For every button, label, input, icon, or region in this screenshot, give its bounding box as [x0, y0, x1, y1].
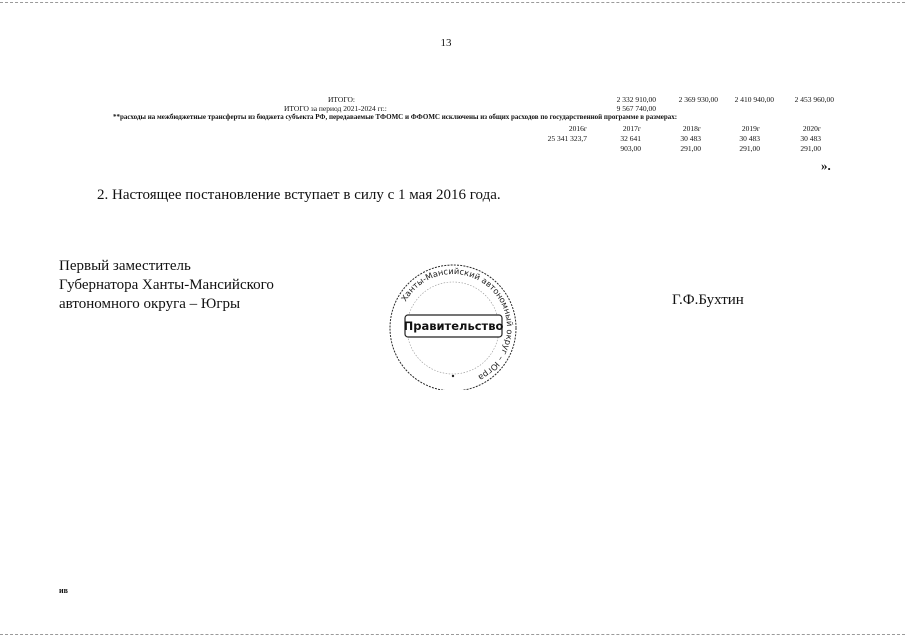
footnote-transfers: **расходы на межбюджетные трансферты из бюджета субъекта РФ, передаваемые ТФОМС и ФФОМС исключены из общих расходов по государственной программе в размерах: — [113, 113, 678, 121]
row2-2019: 291,00 — [739, 144, 760, 153]
row2-2017: 903,00 — [620, 144, 641, 153]
period-value: 9 567 740,00 — [616, 104, 656, 113]
page-number: 13 — [440, 37, 452, 49]
row2-2020: 291,00 — [800, 144, 821, 153]
row2-2018: 291,00 — [680, 144, 701, 153]
signer-block — [59, 257, 274, 314]
year-2016: 2016г — [568, 124, 587, 133]
seal-ring-text: Ханты-Мансийский автономный округ – Югра — [398, 265, 516, 384]
row1-2020: 30 483 — [800, 134, 821, 143]
row1-2018: 30 483 — [680, 134, 701, 143]
seal-center-text: Правительство — [403, 319, 504, 333]
signer-title-line-3: автономного округа – Югры — [59, 296, 241, 312]
closing-quote: ». — [821, 158, 831, 173]
year-2017: 2017г — [622, 124, 641, 133]
itogo-value-2: 2 369 930,00 — [678, 95, 718, 104]
period-label: ИТОГО за период 2021-2024 гг.: — [284, 104, 387, 113]
bottom-edge-line — [0, 634, 905, 635]
year-2020: 2020г — [802, 124, 821, 133]
signer-title-line-1: Первый заместитель — [59, 258, 191, 274]
itogo-value-3: 2 410 940,00 — [734, 95, 774, 104]
year-2018: 2018г — [682, 124, 701, 133]
row1-2019: 30 483 — [739, 134, 760, 143]
itogo-value-4: 2 453 960,00 — [794, 95, 834, 104]
itogo-label: ИТОГО: — [328, 95, 355, 104]
row1-2016: 25 341 323,7 — [547, 134, 587, 143]
signer-name: Г.Ф.Бухтин — [672, 292, 744, 308]
clause-effective-date: 2. Настоящее постановление вступает в силу с 1 мая 2016 года. — [97, 187, 501, 203]
signer-title-line-2: Губернатора Ханты-Мансийского — [59, 277, 274, 293]
government-seal — [383, 260, 523, 390]
year-2019: 2019г — [741, 124, 760, 133]
itogo-value-1: 2 332 910,00 — [616, 95, 656, 104]
row1-2017: 32 641 — [620, 134, 641, 143]
top-edge-line — [0, 2, 905, 3]
executor-initials: ив — [59, 586, 68, 595]
